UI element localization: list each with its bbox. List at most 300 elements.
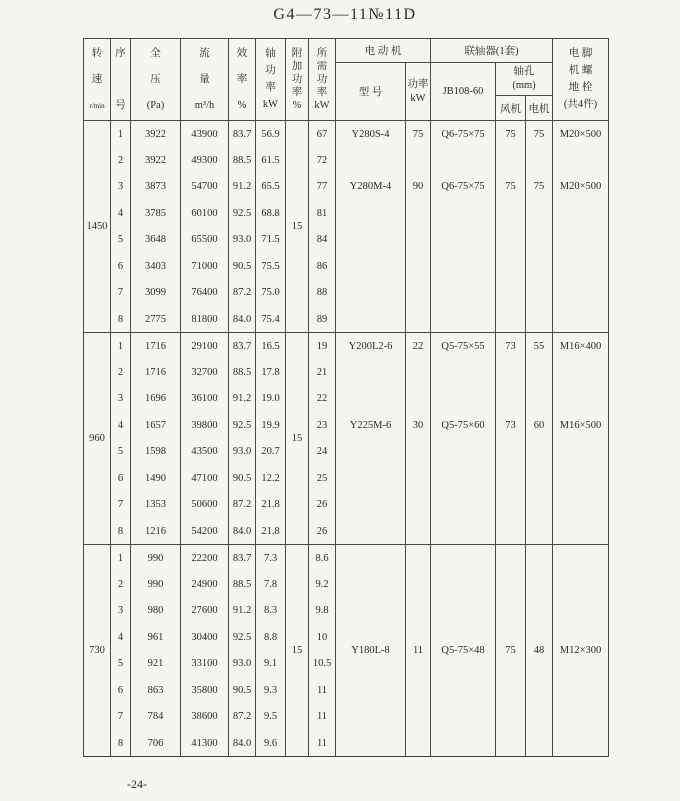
anchor-bolt-cell [553, 147, 609, 174]
efficiency-cell: 93.0 [229, 439, 256, 466]
coupling-cell [431, 200, 496, 227]
motor-power-cell [406, 518, 431, 545]
motor-model-cell [336, 439, 406, 466]
header-speed-stack [84, 40, 110, 120]
header-anchor-bolt-stack [553, 40, 608, 120]
header-required-power-line: 需 [316, 60, 328, 72]
anchor-bolt-cell [553, 227, 609, 254]
fan-hole-cell: 73 [496, 412, 526, 439]
total-pressure-cell: 3873 [131, 174, 181, 201]
seq-cell: 6 [111, 677, 131, 704]
fan-hole-cell: 73 [496, 333, 526, 360]
seq-cell: 5 [111, 439, 131, 466]
flow-cell: 41300 [181, 730, 229, 757]
fan-hole-cell [496, 306, 526, 333]
required-power-cell: 86 [309, 253, 336, 280]
shaft-power-cell: 9.6 [256, 730, 286, 757]
shaft-power-cell: 8.8 [256, 624, 286, 651]
fan-hole-cell [496, 253, 526, 280]
required-power-cell: 84 [309, 227, 336, 254]
seq-cell: 2 [111, 359, 131, 386]
anchor-bolt-cell: M20×500 [553, 174, 609, 201]
table-row [84, 465, 609, 492]
header-required-power [309, 39, 336, 121]
required-power-cell: 67 [309, 121, 336, 148]
motor-model-cell [336, 359, 406, 386]
flow-cell: 36100 [181, 386, 229, 413]
header-extra-power-unit: % [292, 99, 302, 111]
flow-cell: 49300 [181, 147, 229, 174]
flow-cell: 47100 [181, 465, 229, 492]
header-shaft-power-line: 轴 [265, 47, 276, 59]
header-motor-power-unit: kW [410, 92, 426, 104]
anchor-bolt-cell [553, 359, 609, 386]
table-header [84, 39, 609, 121]
coupling-cell: Q5-75×60 [431, 412, 496, 439]
flow-cell: 65500 [181, 227, 229, 254]
shaft-power-cell: 75.0 [256, 280, 286, 307]
efficiency-cell: 84.0 [229, 518, 256, 545]
motor-power-cell [406, 253, 431, 280]
motor-power-cell [406, 306, 431, 333]
extra-power-cell: 15 [286, 333, 309, 545]
total-pressure-cell: 3922 [131, 147, 181, 174]
speed-cell: 960 [84, 333, 111, 545]
shaft-power-cell: 12.2 [256, 465, 286, 492]
header-shaft-hole [496, 63, 553, 96]
required-power-cell: 9.8 [309, 598, 336, 625]
header-speed-line: 转 [91, 47, 103, 59]
efficiency-cell: 90.5 [229, 677, 256, 704]
header-speed [84, 39, 111, 121]
required-power-cell: 23 [309, 412, 336, 439]
required-power-cell: 26 [309, 518, 336, 545]
shaft-power-cell: 7.8 [256, 571, 286, 598]
motor-hole-cell [526, 492, 553, 519]
coupling-cell: Q5-75×55 [431, 333, 496, 360]
seq-cell: 4 [111, 624, 131, 651]
efficiency-cell: 93.0 [229, 227, 256, 254]
seq-cell: 8 [111, 518, 131, 545]
required-power-cell: 72 [309, 147, 336, 174]
motor-power-cell [406, 200, 431, 227]
motor-power-cell [406, 465, 431, 492]
motor-power-cell: 22 [406, 333, 431, 360]
speed-cell: 1450 [84, 121, 111, 333]
header-seq-stack [111, 40, 130, 120]
header-efficiency-unit: % [237, 99, 247, 111]
table-row [84, 174, 609, 201]
coupling-cell [431, 253, 496, 280]
shaft-power-cell: 21.8 [256, 492, 286, 519]
motor-hole-cell: 48 [526, 545, 553, 757]
seq-cell: 4 [111, 200, 131, 227]
motor-hole-cell: 60 [526, 412, 553, 439]
motor-model-cell [336, 518, 406, 545]
flow-cell: 30400 [181, 624, 229, 651]
fan-hole-cell [496, 280, 526, 307]
header-extra-power-stack [286, 40, 308, 120]
motor-hole-cell: 75 [526, 174, 553, 201]
table-row [84, 306, 609, 333]
fan-hole-cell [496, 465, 526, 492]
motor-power-cell: 11 [406, 545, 431, 757]
header-motor-power-line: 功率 [407, 78, 429, 90]
fan-hole-cell [496, 386, 526, 413]
required-power-cell: 22 [309, 386, 336, 413]
anchor-bolt-cell [553, 253, 609, 280]
anchor-bolt-cell [553, 306, 609, 333]
anchor-bolt-cell [553, 518, 609, 545]
coupling-cell [431, 518, 496, 545]
efficiency-cell: 91.2 [229, 386, 256, 413]
fan-hole-cell [496, 200, 526, 227]
header-flow-line: 流 [199, 47, 210, 59]
flow-cell: 76400 [181, 280, 229, 307]
motor-power-cell [406, 359, 431, 386]
table-row [84, 147, 609, 174]
shaft-power-cell: 9.5 [256, 704, 286, 731]
seq-cell: 6 [111, 465, 131, 492]
motor-model-cell [336, 280, 406, 307]
header-motor-hole: 电机 [526, 96, 553, 121]
total-pressure-cell: 1657 [131, 412, 181, 439]
motor-model-cell [336, 227, 406, 254]
header-anchor-bolt-line: 地 栓 [568, 82, 593, 94]
table-row [84, 439, 609, 466]
header-motor-power [406, 63, 431, 121]
flow-cell: 27600 [181, 598, 229, 625]
total-pressure-cell: 990 [131, 571, 181, 598]
motor-hole-cell [526, 280, 553, 307]
header-coupling: 联轴器(1套) [431, 39, 553, 63]
coupling-cell [431, 359, 496, 386]
motor-hole-cell [526, 359, 553, 386]
header-required-power-unit: kW [314, 99, 330, 111]
flow-cell: 39800 [181, 412, 229, 439]
header-shaft-hole-unit: (mm) [512, 80, 536, 91]
header-seq-line: 号 [115, 99, 126, 111]
shaft-power-cell: 16.5 [256, 333, 286, 360]
seq-cell: 1 [111, 333, 131, 360]
seq-cell: 2 [111, 571, 131, 598]
motor-power-cell [406, 227, 431, 254]
motor-power-cell [406, 492, 431, 519]
header-total-pressure-unit: (Pa) [146, 99, 165, 111]
table-row [84, 359, 609, 386]
header-efficiency-line: 率 [236, 73, 248, 85]
fan-hole-cell [496, 147, 526, 174]
fan-hole-cell [496, 439, 526, 466]
speed-cell: 730 [84, 545, 111, 757]
seq-cell: 3 [111, 174, 131, 201]
required-power-cell: 11 [309, 677, 336, 704]
motor-model-cell: Y280M-4 [336, 174, 406, 201]
anchor-bolt-cell: M20×500 [553, 121, 609, 148]
flow-cell: 54700 [181, 174, 229, 201]
efficiency-cell: 92.5 [229, 200, 256, 227]
motor-model-cell [336, 492, 406, 519]
header-flow [181, 39, 229, 121]
efficiency-cell: 88.5 [229, 147, 256, 174]
efficiency-cell: 84.0 [229, 730, 256, 757]
flow-cell: 81800 [181, 306, 229, 333]
efficiency-cell: 83.7 [229, 333, 256, 360]
fan-hole-cell [496, 359, 526, 386]
total-pressure-cell: 961 [131, 624, 181, 651]
header-fan-hole: 风机 [496, 96, 526, 121]
fan-hole-cell: 75 [496, 121, 526, 148]
fan-performance-table [83, 38, 609, 757]
header-anchor-bolt [553, 39, 609, 121]
header-speed-unit: r/min [89, 101, 105, 110]
efficiency-cell: 91.2 [229, 174, 256, 201]
required-power-cell: 81 [309, 200, 336, 227]
seq-cell: 3 [111, 598, 131, 625]
required-power-cell: 88 [309, 280, 336, 307]
efficiency-cell: 84.0 [229, 306, 256, 333]
motor-power-cell [406, 147, 431, 174]
efficiency-cell: 87.2 [229, 492, 256, 519]
required-power-cell: 89 [309, 306, 336, 333]
flow-cell: 50600 [181, 492, 229, 519]
seq-cell: 1 [111, 121, 131, 148]
header-speed-line: 速 [91, 73, 103, 85]
anchor-bolt-cell [553, 439, 609, 466]
coupling-cell: Q5-75×48 [431, 545, 496, 757]
motor-hole-cell [526, 518, 553, 545]
table-row [84, 518, 609, 545]
total-pressure-cell: 1490 [131, 465, 181, 492]
fan-hole-cell: 75 [496, 545, 526, 757]
flow-cell: 71000 [181, 253, 229, 280]
shaft-power-cell: 71.5 [256, 227, 286, 254]
header-seq-line: 序 [115, 47, 126, 59]
fan-hole-cell: 75 [496, 174, 526, 201]
seq-cell: 7 [111, 280, 131, 307]
motor-model-cell [336, 200, 406, 227]
seq-cell: 5 [111, 227, 131, 254]
flow-cell: 33100 [181, 651, 229, 678]
flow-cell: 43900 [181, 121, 229, 148]
required-power-cell: 11 [309, 730, 336, 757]
shaft-power-cell: 8.3 [256, 598, 286, 625]
motor-hole-cell [526, 147, 553, 174]
header-efficiency-line: 效 [236, 47, 248, 59]
coupling-cell [431, 439, 496, 466]
anchor-bolt-cell: M16×500 [553, 412, 609, 439]
header-anchor-bolt-line: 机 螺 [568, 64, 593, 76]
total-pressure-cell: 3785 [131, 200, 181, 227]
motor-model-cell [336, 253, 406, 280]
total-pressure-cell: 784 [131, 704, 181, 731]
seq-cell: 2 [111, 147, 131, 174]
efficiency-cell: 92.5 [229, 412, 256, 439]
anchor-bolt-cell [553, 492, 609, 519]
coupling-cell: Q6-75×75 [431, 174, 496, 201]
coupling-cell [431, 306, 496, 333]
efficiency-cell: 87.2 [229, 280, 256, 307]
required-power-cell: 9.2 [309, 571, 336, 598]
motor-power-cell [406, 280, 431, 307]
table-row [84, 386, 609, 413]
flow-cell: 22200 [181, 545, 229, 572]
total-pressure-cell: 1716 [131, 333, 181, 360]
anchor-bolt-cell: M12×300 [553, 545, 609, 757]
seq-cell: 4 [111, 412, 131, 439]
efficiency-cell: 87.2 [229, 704, 256, 731]
required-power-cell: 8.6 [309, 545, 336, 572]
total-pressure-cell: 3403 [131, 253, 181, 280]
shaft-power-cell: 19.0 [256, 386, 286, 413]
anchor-bolt-cell [553, 280, 609, 307]
header-total-pressure-stack [131, 40, 180, 120]
anchor-bolt-cell [553, 200, 609, 227]
shaft-power-cell: 68.8 [256, 200, 286, 227]
header-shaft-power-line: 率 [265, 82, 276, 94]
efficiency-cell: 90.5 [229, 253, 256, 280]
total-pressure-cell: 3099 [131, 280, 181, 307]
header-anchor-bolt-line: (共4件) [563, 99, 598, 111]
seq-cell: 7 [111, 704, 131, 731]
table-row [84, 253, 609, 280]
header-flow-stack [181, 40, 228, 120]
total-pressure-cell: 1353 [131, 492, 181, 519]
header-shaft-power-stack [256, 40, 285, 120]
efficiency-cell: 83.7 [229, 121, 256, 148]
motor-hole-cell [526, 306, 553, 333]
total-pressure-cell: 1716 [131, 359, 181, 386]
motor-model-cell [336, 147, 406, 174]
required-power-cell: 24 [309, 439, 336, 466]
flow-cell: 60100 [181, 200, 229, 227]
table-row [84, 121, 609, 148]
shaft-power-cell: 75.5 [256, 253, 286, 280]
header-shaft-power-line: 功 [265, 64, 276, 76]
shaft-power-cell: 21.8 [256, 518, 286, 545]
total-pressure-cell: 1216 [131, 518, 181, 545]
required-power-cell: 25 [309, 465, 336, 492]
table-row [84, 200, 609, 227]
required-power-cell: 26 [309, 492, 336, 519]
total-pressure-cell: 1696 [131, 386, 181, 413]
header-flow-unit: m³/h [194, 99, 215, 111]
motor-hole-cell [526, 227, 553, 254]
required-power-cell: 11 [309, 704, 336, 731]
table-row [84, 280, 609, 307]
header-shaft-power-unit: kW [262, 99, 279, 111]
motor-hole-cell [526, 200, 553, 227]
coupling-cell [431, 465, 496, 492]
flow-cell: 29100 [181, 333, 229, 360]
table-body [84, 121, 609, 757]
header-required-power-line: 功 [316, 73, 328, 85]
coupling-cell: Q6-75×75 [431, 121, 496, 148]
total-pressure-cell: 706 [131, 730, 181, 757]
seq-cell: 1 [111, 545, 131, 572]
efficiency-cell: 90.5 [229, 465, 256, 492]
seq-cell: 6 [111, 253, 131, 280]
table-row [84, 412, 609, 439]
motor-model-cell [336, 465, 406, 492]
motor-hole-cell [526, 439, 553, 466]
header-coupling-std: JB108-60 [431, 63, 496, 121]
extra-power-cell: 15 [286, 545, 309, 757]
header-seq [111, 39, 131, 121]
motor-model-cell: Y280S-4 [336, 121, 406, 148]
motor-power-cell: 30 [406, 412, 431, 439]
seq-cell: 5 [111, 651, 131, 678]
coupling-cell [431, 386, 496, 413]
motor-hole-cell: 75 [526, 121, 553, 148]
shaft-power-cell: 9.3 [256, 677, 286, 704]
coupling-cell [431, 227, 496, 254]
shaft-power-cell: 17.8 [256, 359, 286, 386]
header-flow-line: 量 [199, 73, 210, 85]
coupling-cell [431, 492, 496, 519]
motor-model-cell [336, 386, 406, 413]
flow-cell: 43500 [181, 439, 229, 466]
shaft-power-cell: 56.9 [256, 121, 286, 148]
anchor-bolt-cell: M16×400 [553, 333, 609, 360]
header-efficiency-stack [229, 40, 255, 120]
motor-power-cell: 75 [406, 121, 431, 148]
motor-power-cell: 90 [406, 174, 431, 201]
shaft-power-cell: 20.7 [256, 439, 286, 466]
fan-hole-cell [496, 518, 526, 545]
header-row [84, 39, 609, 63]
shaft-power-cell: 75.4 [256, 306, 286, 333]
header-extra-power-line: 率 [291, 86, 303, 98]
efficiency-cell: 91.2 [229, 598, 256, 625]
total-pressure-cell: 863 [131, 677, 181, 704]
header-extra-power [286, 39, 309, 121]
required-power-cell: 19 [309, 333, 336, 360]
table-row [84, 545, 609, 572]
required-power-cell: 77 [309, 174, 336, 201]
seq-cell: 3 [111, 386, 131, 413]
header-required-power-line: 所 [316, 47, 328, 59]
header-extra-power-line: 加 [291, 60, 303, 72]
coupling-cell [431, 280, 496, 307]
motor-model-cell: Y180L-8 [336, 545, 406, 757]
seq-cell: 7 [111, 492, 131, 519]
efficiency-cell: 92.5 [229, 624, 256, 651]
header-required-power-stack [309, 40, 335, 120]
header-extra-power-line: 功 [291, 73, 303, 85]
header-motor-model: 型 号 [336, 63, 406, 121]
seq-cell: 8 [111, 730, 131, 757]
efficiency-cell: 88.5 [229, 571, 256, 598]
anchor-bolt-cell [553, 465, 609, 492]
motor-hole-cell [526, 386, 553, 413]
header-extra-power-line: 附 [291, 47, 303, 59]
required-power-cell: 10.5 [309, 651, 336, 678]
table-row [84, 227, 609, 254]
shaft-power-cell: 7.3 [256, 545, 286, 572]
required-power-cell: 10 [309, 624, 336, 651]
page-title: G4—73—11№11D [273, 6, 417, 23]
header-efficiency [229, 39, 256, 121]
motor-power-cell [406, 386, 431, 413]
shaft-power-cell: 9.1 [256, 651, 286, 678]
header-anchor-bolt-line: 电 脚 [568, 47, 593, 59]
header-shaft-power [256, 39, 286, 121]
motor-hole-cell [526, 253, 553, 280]
shaft-power-cell: 65.5 [256, 174, 286, 201]
efficiency-cell: 88.5 [229, 359, 256, 386]
header-motor: 电 动 机 [336, 39, 431, 63]
